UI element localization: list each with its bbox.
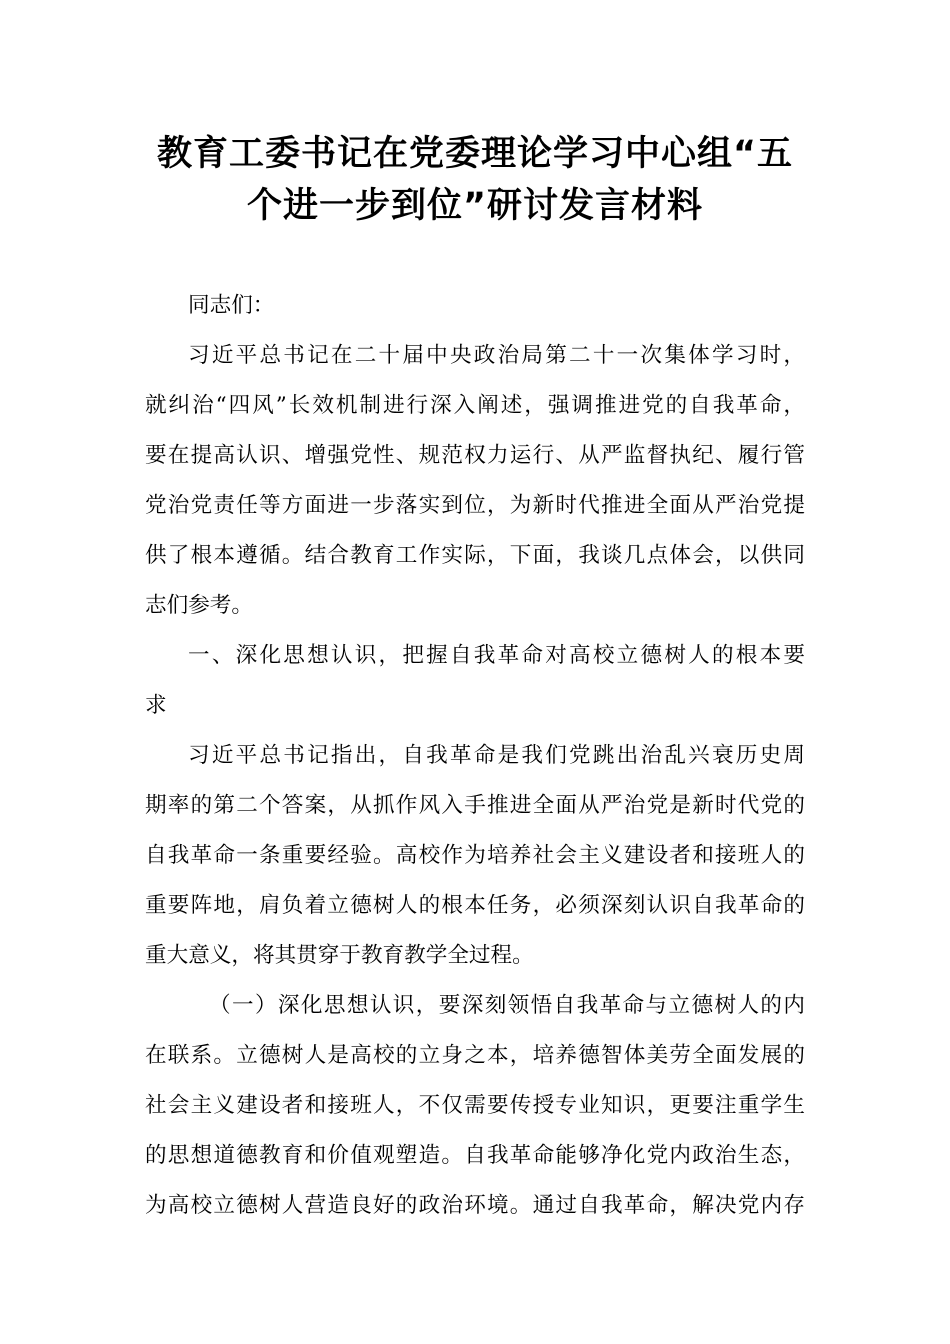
paragraph-line: 期率的第二个答案，从抓作风入手推进全面从严治党是新时代党的	[145, 793, 805, 818]
paragraph-line: 志们参考。	[145, 593, 253, 618]
salutation: 同志们：	[188, 293, 275, 318]
paragraph-line: 的思想道德教育和价值观塑造。自我革命能够净化党内政治生态，	[145, 1143, 805, 1168]
paragraph-line: 党治党责任等方面进一步落实到位，为新时代推进全面从严治党提	[145, 493, 805, 518]
title-line-1: 教育工委书记在党委理论学习中心组“五	[156, 134, 793, 174]
paragraph-line: 习近平总书记在二十届中央政治局第二十一次集体学习时，	[188, 343, 805, 368]
heading-line: 一、深化思想认识，把握自我革命对高校立德树人的根本要	[188, 643, 805, 668]
section-heading-1	[145, 631, 805, 731]
title-line-2: 个进一步到位”研讨发言材料	[246, 186, 703, 226]
paragraph-subsection-1	[145, 981, 805, 1231]
paragraph-intro	[145, 331, 805, 631]
salutation-paragraph	[145, 281, 805, 331]
paragraph-line: （一）深化思想认识，要深刻领悟自我革命与立德树人的内	[209, 993, 805, 1018]
document-title	[145, 128, 805, 232]
paragraph-line: 在联系。立德树人是高校的立身之本，培养德智体美劳全面发展的	[145, 1043, 805, 1068]
paragraph-section-1	[145, 731, 805, 981]
paragraph-line: 重要阵地，肩负着立德树人的根本任务，必须深刻认识自我革命的	[145, 893, 805, 918]
heading-line: 求	[145, 693, 167, 718]
paragraph-line: 供了根本遵循。结合教育工作实际，下面，我谈几点体会，以供同	[145, 543, 805, 568]
paragraph-line: 要在提高认识、增强党性、规范权力运行、从严监督执纪、履行管	[145, 443, 805, 468]
document-body	[145, 281, 805, 1231]
paragraph-line: 就纠治“四风”长效机制进行深入阐述，强调推进党的自我革命，	[145, 393, 805, 418]
paragraph-line: 自我革命一条重要经验。高校作为培养社会主义建设者和接班人的	[145, 843, 805, 868]
paragraph-line: 重大意义，将其贯穿于教育教学全过程。	[145, 943, 534, 968]
paragraph-line: 为高校立德树人营造良好的政治环境。通过自我革命，解决党内存	[145, 1193, 805, 1218]
paragraph-line: 习近平总书记指出，自我革命是我们党跳出治乱兴衰历史周	[188, 743, 805, 768]
paragraph-line: 社会主义建设者和接班人，不仅需要传授专业知识，更要注重学生	[145, 1093, 805, 1118]
